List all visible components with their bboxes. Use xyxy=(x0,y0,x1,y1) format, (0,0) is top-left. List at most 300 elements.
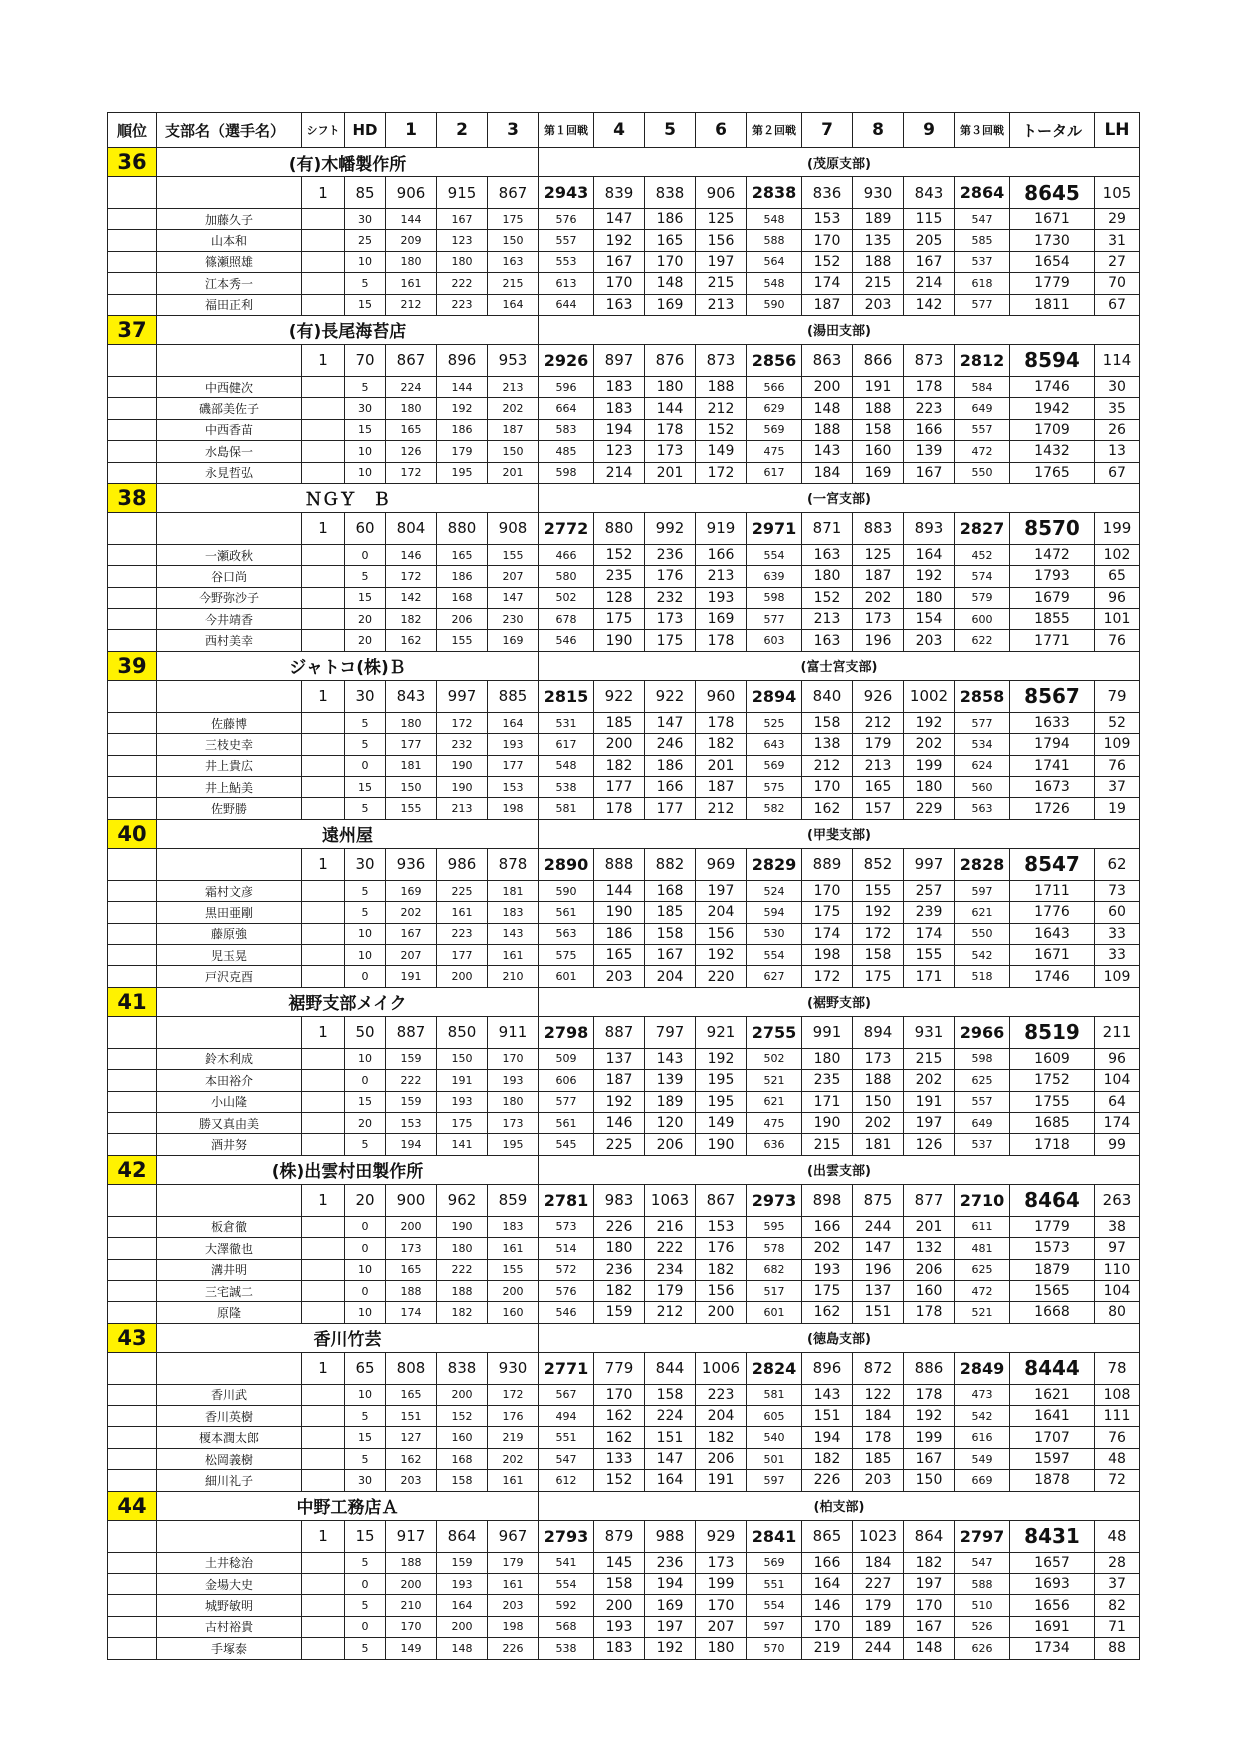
player-game-8: 135 xyxy=(853,230,904,251)
player-grand-total: 1771 xyxy=(1010,630,1095,651)
team-total-game-9: 1002 xyxy=(904,680,955,712)
player-round-2-total: 566 xyxy=(747,376,802,397)
empty-cell xyxy=(302,944,345,965)
player-name: 中西香苗 xyxy=(157,419,302,440)
player-game-1: 159 xyxy=(386,1091,437,1112)
player-round-1-total: 583 xyxy=(539,419,594,440)
empty-cell xyxy=(302,1384,345,1405)
player-game-3: 181 xyxy=(488,880,539,901)
player-round-2-total: 639 xyxy=(747,566,802,587)
player-grand-total: 1693 xyxy=(1010,1574,1095,1595)
team-total-game-1: 917 xyxy=(386,1520,437,1552)
player-game-9: 202 xyxy=(904,1070,955,1091)
player-round-3-total: 537 xyxy=(955,1134,1010,1155)
player-game-4: 152 xyxy=(594,544,645,565)
empty-cell xyxy=(302,966,345,987)
team-total-grand-total: 8444 xyxy=(1010,1352,1095,1384)
player-game-6: 195 xyxy=(696,1091,747,1112)
team-total-game-1: 867 xyxy=(386,344,437,376)
empty-cell xyxy=(108,273,157,294)
player-round-3-total: 626 xyxy=(955,1638,1010,1659)
player-game-8: 175 xyxy=(853,966,904,987)
team-total-game-4: 983 xyxy=(594,1184,645,1216)
player-handicap: 5 xyxy=(345,902,386,923)
player-game-5: 189 xyxy=(645,1091,696,1112)
empty-cell xyxy=(302,1552,345,1573)
player-lh: 80 xyxy=(1095,1302,1140,1323)
team-total-lh: 199 xyxy=(1095,512,1140,544)
player-game-8: 157 xyxy=(853,798,904,819)
player-game-4: 145 xyxy=(594,1552,645,1573)
team-total-game-4: 888 xyxy=(594,848,645,880)
player-round-2-total: 627 xyxy=(747,966,802,987)
player-round-1-total: 538 xyxy=(539,777,594,798)
player-game-5: 194 xyxy=(645,1574,696,1595)
player-round-2-total: 530 xyxy=(747,923,802,944)
player-game-2: 158 xyxy=(437,1470,488,1491)
player-game-9: 229 xyxy=(904,798,955,819)
empty-cell xyxy=(108,798,157,819)
player-round-1-total: 554 xyxy=(539,1574,594,1595)
empty-cell xyxy=(302,1091,345,1112)
player-round-1-total: 568 xyxy=(539,1616,594,1637)
player-grand-total: 1734 xyxy=(1010,1638,1095,1659)
player-game-6: 169 xyxy=(696,609,747,630)
player-game-6: 204 xyxy=(696,1406,747,1427)
player-round-1-total: 598 xyxy=(539,462,594,483)
player-game-1: 203 xyxy=(386,1470,437,1491)
player-row xyxy=(108,1384,1140,1405)
player-game-1: 126 xyxy=(386,441,437,462)
player-round-3-total: 625 xyxy=(955,1070,1010,1091)
player-round-2-total: 475 xyxy=(747,1112,802,1133)
player-game-9: 115 xyxy=(904,209,955,230)
team-total-game-1: 804 xyxy=(386,512,437,544)
player-game-1: 200 xyxy=(386,1216,437,1237)
empty-cell xyxy=(108,609,157,630)
team-name: (株)出雲村田製作所 xyxy=(157,1155,539,1184)
player-lh: 67 xyxy=(1095,462,1140,483)
player-game-5: 236 xyxy=(645,1552,696,1573)
team-total-game-5: 876 xyxy=(645,344,696,376)
header-game-8: 8 xyxy=(853,113,904,148)
player-game-3: 193 xyxy=(488,734,539,755)
player-handicap: 25 xyxy=(345,230,386,251)
player-game-6: 172 xyxy=(696,462,747,483)
player-game-2: 180 xyxy=(437,1238,488,1259)
player-game-6: 192 xyxy=(696,1048,747,1069)
player-game-3: 210 xyxy=(488,966,539,987)
team-header-row xyxy=(108,1323,1140,1352)
player-handicap: 5 xyxy=(345,798,386,819)
player-row xyxy=(108,1216,1140,1237)
player-game-7: 138 xyxy=(802,734,853,755)
empty-cell xyxy=(108,230,157,251)
player-grand-total: 1609 xyxy=(1010,1048,1095,1069)
player-round-1-total: 606 xyxy=(539,1070,594,1091)
player-game-5: 177 xyxy=(645,798,696,819)
player-game-2: 195 xyxy=(437,462,488,483)
player-game-5: 206 xyxy=(645,1134,696,1155)
team-total-game-9: 843 xyxy=(904,177,955,209)
player-handicap: 10 xyxy=(345,923,386,944)
player-game-7: 153 xyxy=(802,209,853,230)
team-total-game-9: 873 xyxy=(904,344,955,376)
empty-cell xyxy=(302,294,345,315)
empty-cell xyxy=(108,1280,157,1301)
player-round-3-total: 625 xyxy=(955,1259,1010,1280)
player-name: 香川武 xyxy=(157,1384,302,1405)
player-row xyxy=(108,587,1140,608)
player-game-4: 187 xyxy=(594,1070,645,1091)
player-grand-total: 1741 xyxy=(1010,755,1095,776)
team-name: 中野工務店Ａ xyxy=(157,1491,539,1520)
player-game-7: 226 xyxy=(802,1470,853,1491)
player-handicap: 5 xyxy=(345,1134,386,1155)
team-rank: 41 xyxy=(108,987,157,1016)
player-name: 西村美幸 xyxy=(157,630,302,651)
player-game-3: 163 xyxy=(488,251,539,272)
player-round-2-total: 588 xyxy=(747,230,802,251)
player-game-7: 182 xyxy=(802,1448,853,1469)
player-game-5: 234 xyxy=(645,1259,696,1280)
player-grand-total: 1779 xyxy=(1010,273,1095,294)
player-game-5: 236 xyxy=(645,544,696,565)
player-round-2-total: 603 xyxy=(747,630,802,651)
player-round-1-total: 509 xyxy=(539,1048,594,1069)
player-game-1: 167 xyxy=(386,923,437,944)
player-round-1-total: 485 xyxy=(539,441,594,462)
team-total-game-7: 889 xyxy=(802,848,853,880)
player-name: 酒井努 xyxy=(157,1134,302,1155)
team-total-game-1: 906 xyxy=(386,177,437,209)
player-game-2: 232 xyxy=(437,734,488,755)
player-game-5: 176 xyxy=(645,566,696,587)
player-game-4: 162 xyxy=(594,1406,645,1427)
team-total-round-1-total: 2926 xyxy=(539,344,594,376)
player-game-4: 123 xyxy=(594,441,645,462)
player-game-7: 213 xyxy=(802,609,853,630)
player-round-2-total: 595 xyxy=(747,1216,802,1237)
player-game-1: 207 xyxy=(386,944,437,965)
team-total-round-3-total: 2858 xyxy=(955,680,1010,712)
player-game-9: 167 xyxy=(904,251,955,272)
player-handicap: 0 xyxy=(345,1616,386,1637)
player-handicap: 10 xyxy=(345,1302,386,1323)
player-game-7: 175 xyxy=(802,1280,853,1301)
player-game-3: 155 xyxy=(488,544,539,565)
player-game-2: 213 xyxy=(437,798,488,819)
team-total-game-7: 863 xyxy=(802,344,853,376)
header-game-3: 3 xyxy=(488,113,539,148)
player-game-4: 167 xyxy=(594,251,645,272)
player-game-7: 193 xyxy=(802,1259,853,1280)
header-row xyxy=(108,113,1140,148)
empty-cell xyxy=(108,1184,157,1216)
player-round-1-total: 563 xyxy=(539,923,594,944)
player-game-2: 190 xyxy=(437,777,488,798)
player-game-6: 156 xyxy=(696,1280,747,1301)
player-game-4: 170 xyxy=(594,273,645,294)
player-lh: 73 xyxy=(1095,880,1140,901)
player-game-3: 207 xyxy=(488,566,539,587)
player-game-6: 180 xyxy=(696,1638,747,1659)
player-grand-total: 1746 xyxy=(1010,376,1095,397)
player-game-4: 144 xyxy=(594,880,645,901)
player-round-1-total: 575 xyxy=(539,944,594,965)
player-game-9: 199 xyxy=(904,1427,955,1448)
player-row xyxy=(108,630,1140,651)
empty-cell xyxy=(108,1112,157,1133)
empty-cell xyxy=(302,1616,345,1637)
empty-cell xyxy=(302,1470,345,1491)
player-handicap: 20 xyxy=(345,609,386,630)
team-total-game-3: 930 xyxy=(488,1352,539,1384)
team-total-round-1-total: 2781 xyxy=(539,1184,594,1216)
empty-cell xyxy=(108,419,157,440)
team-total-round-2-total: 2973 xyxy=(747,1184,802,1216)
team-branch: (柏支部) xyxy=(539,1491,1140,1520)
player-game-7: 146 xyxy=(802,1595,853,1616)
player-game-1: 172 xyxy=(386,566,437,587)
player-round-1-total: 561 xyxy=(539,1112,594,1133)
empty-cell xyxy=(302,630,345,651)
player-round-3-total: 472 xyxy=(955,1280,1010,1301)
player-game-2: 190 xyxy=(437,755,488,776)
player-game-5: 178 xyxy=(645,419,696,440)
player-name: 城野敏明 xyxy=(157,1595,302,1616)
player-game-1: 162 xyxy=(386,1448,437,1469)
player-round-3-total: 537 xyxy=(955,251,1010,272)
team-total-game-7: 840 xyxy=(802,680,853,712)
empty-cell xyxy=(108,1302,157,1323)
player-game-9: 201 xyxy=(904,1216,955,1237)
player-game-1: 191 xyxy=(386,966,437,987)
player-game-2: 164 xyxy=(437,1595,488,1616)
player-round-3-total: 452 xyxy=(955,544,1010,565)
team-total-game-6: 906 xyxy=(696,177,747,209)
player-game-9: 171 xyxy=(904,966,955,987)
team-total-game-6: 960 xyxy=(696,680,747,712)
team-total-grand-total: 8431 xyxy=(1010,1520,1095,1552)
player-name: 手塚泰 xyxy=(157,1638,302,1659)
player-game-7: 171 xyxy=(802,1091,853,1112)
empty-cell xyxy=(108,944,157,965)
empty-cell xyxy=(302,1259,345,1280)
player-name: 江本秀一 xyxy=(157,273,302,294)
player-round-2-total: 617 xyxy=(747,462,802,483)
team-total-lh: 48 xyxy=(1095,1520,1140,1552)
team-branch: (裾野支部) xyxy=(539,987,1140,1016)
player-lh: 82 xyxy=(1095,1595,1140,1616)
player-game-6: 170 xyxy=(696,1595,747,1616)
team-total-game-8: 852 xyxy=(853,848,904,880)
player-game-1: 181 xyxy=(386,755,437,776)
player-game-7: 172 xyxy=(802,966,853,987)
player-round-3-total: 518 xyxy=(955,966,1010,987)
player-game-1: 169 xyxy=(386,880,437,901)
player-game-2: 223 xyxy=(437,923,488,944)
player-handicap: 0 xyxy=(345,1280,386,1301)
player-game-9: 197 xyxy=(904,1574,955,1595)
player-name: 板倉徹 xyxy=(157,1216,302,1237)
player-game-9: 178 xyxy=(904,376,955,397)
player-game-3: 200 xyxy=(488,1280,539,1301)
empty-cell xyxy=(302,251,345,272)
player-game-4: 214 xyxy=(594,462,645,483)
header-game-1: 1 xyxy=(386,113,437,148)
player-row xyxy=(108,209,1140,230)
player-game-7: 143 xyxy=(802,1384,853,1405)
player-name: 小山隆 xyxy=(157,1091,302,1112)
player-round-1-total: 551 xyxy=(539,1427,594,1448)
player-game-8: 192 xyxy=(853,902,904,923)
team-branch: (甲斐支部) xyxy=(539,819,1140,848)
team-total-game-6: 867 xyxy=(696,1184,747,1216)
player-round-2-total: 582 xyxy=(747,798,802,819)
player-game-2: 155 xyxy=(437,630,488,651)
player-game-4: 185 xyxy=(594,712,645,733)
team-total-game-1: 900 xyxy=(386,1184,437,1216)
player-game-8: 165 xyxy=(853,777,904,798)
team-total-round-2-total: 2829 xyxy=(747,848,802,880)
player-lh: 37 xyxy=(1095,777,1140,798)
player-game-1: 188 xyxy=(386,1280,437,1301)
empty-cell xyxy=(302,209,345,230)
empty-cell xyxy=(108,1638,157,1659)
team-total-grand-total: 8547 xyxy=(1010,848,1095,880)
team-total-game-2: 915 xyxy=(437,177,488,209)
player-round-3-total: 574 xyxy=(955,566,1010,587)
player-name: 佐藤博 xyxy=(157,712,302,733)
team-total-game-8: 866 xyxy=(853,344,904,376)
player-grand-total: 1730 xyxy=(1010,230,1095,251)
player-row xyxy=(108,376,1140,397)
player-round-3-total: 563 xyxy=(955,798,1010,819)
empty-cell xyxy=(108,966,157,987)
player-game-5: 168 xyxy=(645,880,696,901)
player-round-2-total: 569 xyxy=(747,419,802,440)
team-total-shift: 1 xyxy=(302,512,345,544)
empty-cell xyxy=(108,1574,157,1595)
player-name: 松岡義樹 xyxy=(157,1448,302,1469)
player-game-2: 152 xyxy=(437,1406,488,1427)
team-total-round-3-total: 2827 xyxy=(955,512,1010,544)
player-grand-total: 1673 xyxy=(1010,777,1095,798)
player-lh: 174 xyxy=(1095,1112,1140,1133)
player-round-1-total: 576 xyxy=(539,209,594,230)
player-game-1: 153 xyxy=(386,1112,437,1133)
player-game-2: 167 xyxy=(437,209,488,230)
team-total-game-4: 887 xyxy=(594,1016,645,1048)
player-round-2-total: 601 xyxy=(747,1302,802,1323)
player-game-6: 187 xyxy=(696,777,747,798)
team-branch: (湯田支部) xyxy=(539,315,1140,344)
player-game-3: 147 xyxy=(488,587,539,608)
player-name: 霜村文彦 xyxy=(157,880,302,901)
player-game-8: 188 xyxy=(853,398,904,419)
player-game-9: 164 xyxy=(904,544,955,565)
player-name: 鈴木利成 xyxy=(157,1048,302,1069)
team-header-row xyxy=(108,987,1140,1016)
player-game-6: 152 xyxy=(696,419,747,440)
empty-cell xyxy=(302,441,345,462)
player-name: 大澤徹也 xyxy=(157,1238,302,1259)
player-game-4: 194 xyxy=(594,419,645,440)
player-row xyxy=(108,273,1140,294)
player-game-2: 223 xyxy=(437,294,488,315)
empty-cell xyxy=(108,1616,157,1637)
player-game-1: 180 xyxy=(386,398,437,419)
player-game-9: 239 xyxy=(904,902,955,923)
player-grand-total: 1746 xyxy=(1010,966,1095,987)
empty-cell xyxy=(108,209,157,230)
player-game-7: 212 xyxy=(802,755,853,776)
player-game-6: 156 xyxy=(696,230,747,251)
empty-cell xyxy=(108,1595,157,1616)
empty-cell xyxy=(108,251,157,272)
player-round-1-total: 592 xyxy=(539,1595,594,1616)
player-game-7: 174 xyxy=(802,923,853,944)
player-game-3: 153 xyxy=(488,777,539,798)
team-total-shift: 1 xyxy=(302,1520,345,1552)
team-total-game-7: 991 xyxy=(802,1016,853,1048)
team-total-round-2-total: 2755 xyxy=(747,1016,802,1048)
player-game-7: 170 xyxy=(802,880,853,901)
player-grand-total: 1752 xyxy=(1010,1070,1095,1091)
player-round-3-total: 472 xyxy=(955,441,1010,462)
team-total-game-8: 1023 xyxy=(853,1520,904,1552)
player-round-3-total: 521 xyxy=(955,1302,1010,1323)
player-round-3-total: 557 xyxy=(955,419,1010,440)
team-total-game-8: 926 xyxy=(853,680,904,712)
player-game-4: 190 xyxy=(594,902,645,923)
player-game-1: 202 xyxy=(386,902,437,923)
player-game-9: 167 xyxy=(904,1448,955,1469)
team-total-game-6: 1006 xyxy=(696,1352,747,1384)
player-game-2: 191 xyxy=(437,1070,488,1091)
player-row xyxy=(108,462,1140,483)
empty-cell xyxy=(302,1448,345,1469)
player-round-1-total: 573 xyxy=(539,1216,594,1237)
player-round-2-total: 581 xyxy=(747,1384,802,1405)
player-game-3: 195 xyxy=(488,1134,539,1155)
team-branch: (一宮支部) xyxy=(539,483,1140,512)
player-game-9: 180 xyxy=(904,587,955,608)
team-total-lh: 105 xyxy=(1095,177,1140,209)
player-game-3: 150 xyxy=(488,230,539,251)
player-game-5: 201 xyxy=(645,462,696,483)
player-game-3: 187 xyxy=(488,419,539,440)
player-lh: 76 xyxy=(1095,755,1140,776)
player-round-1-total: 502 xyxy=(539,587,594,608)
player-game-6: 195 xyxy=(696,1070,747,1091)
player-game-6: 125 xyxy=(696,209,747,230)
player-game-9: 197 xyxy=(904,1112,955,1133)
header-game-2: 2 xyxy=(437,113,488,148)
player-game-5: 169 xyxy=(645,294,696,315)
player-round-1-total: 577 xyxy=(539,1091,594,1112)
player-game-8: 202 xyxy=(853,1112,904,1133)
player-game-8: 202 xyxy=(853,587,904,608)
player-game-4: 152 xyxy=(594,1470,645,1491)
player-game-6: 156 xyxy=(696,923,747,944)
empty-cell xyxy=(302,419,345,440)
player-game-6: 182 xyxy=(696,1427,747,1448)
player-game-9: 166 xyxy=(904,419,955,440)
player-lh: 72 xyxy=(1095,1470,1140,1491)
player-row xyxy=(108,923,1140,944)
